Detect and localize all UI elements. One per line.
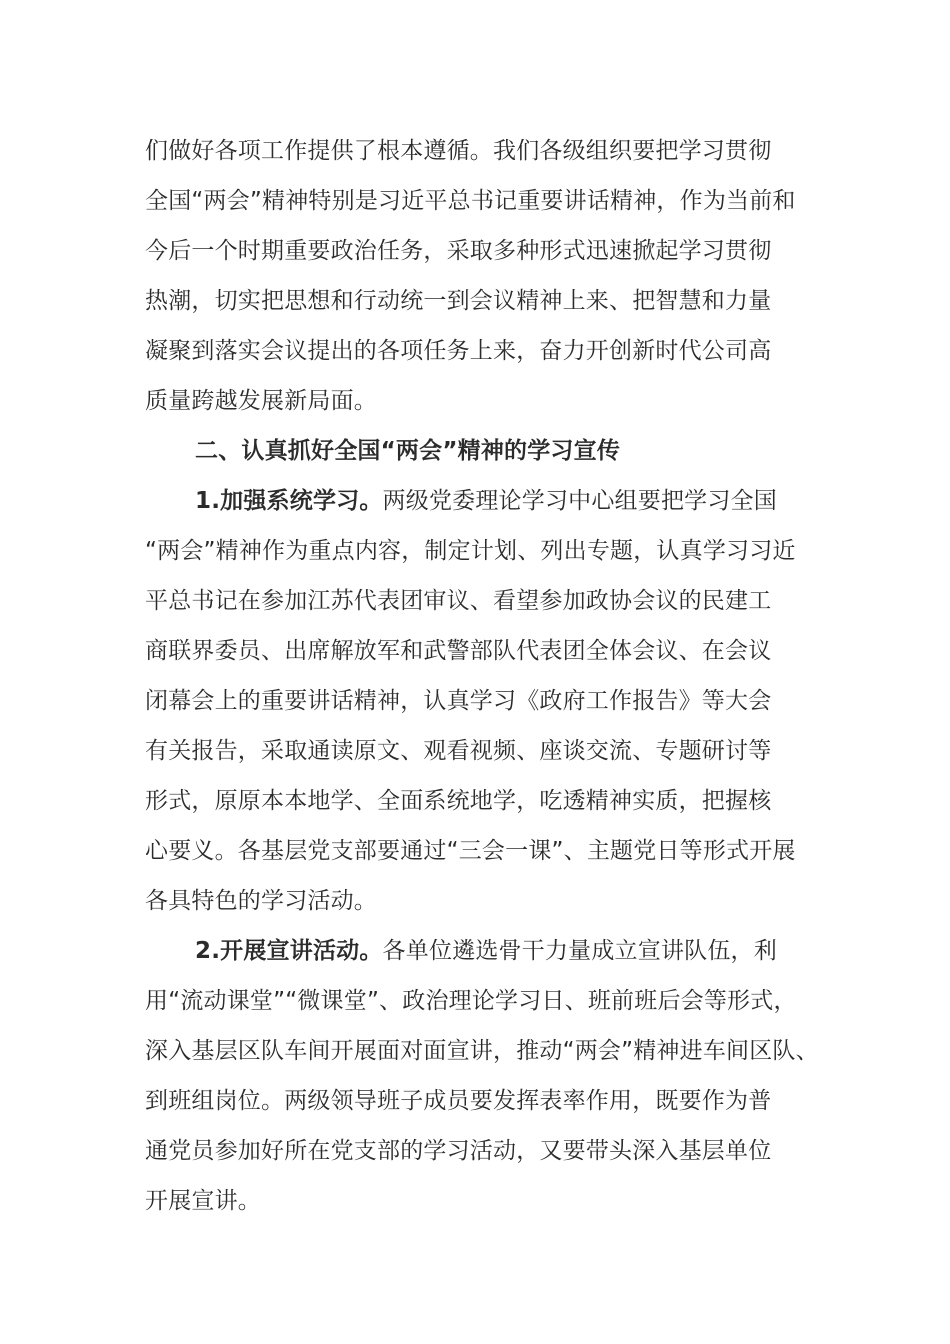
text-line: 用“流动课堂”“微课堂”、政治理论学习日、班前班后会等形式，	[145, 988, 797, 1014]
text-line: 深入基层区队车间开展面对面宣讲，推动“两会”精神进车间区队、	[145, 1038, 819, 1064]
text-line: 心要义。各基层党支部要通过“三会一课”、主题党日等形式开展	[145, 838, 796, 864]
text-line: 们做好各项工作提供了根本遵循。我们各级组织要把学习贯彻	[145, 138, 772, 164]
section-heading: 二、认真抓好全国“两会”精神的学习宣传	[195, 438, 621, 464]
text-line: 有关报告，采取通读原文、观看视频、座谈交流、专题研讨等	[145, 738, 772, 764]
text-line	[145, 476, 825, 526]
text-line: “两会”精神作为重点内容，制定计划、列出专题，认真学习习近	[145, 538, 796, 564]
text-line: 今后一个时期重要政治任务，采取多种形式迅速掀起学习贯彻	[145, 238, 772, 264]
text-line: 凝聚到落实会议提出的各项任务上来，奋力开创新时代公司高	[145, 338, 772, 364]
text-line	[145, 926, 825, 976]
text-line: 开展宣讲。	[145, 1188, 261, 1214]
item-title: 1.加强系统学习。	[195, 488, 383, 514]
item-text: 两级党委理论学习中心组要把学习全国	[382, 488, 777, 514]
text-line: 到班组岗位。两级领导班子成员要发挥表率作用，既要作为普	[145, 1088, 772, 1114]
paragraph-item-2	[145, 926, 825, 1226]
text-line: 形式，原原本本地学、全面系统地学，吃透精神实质，把握核	[145, 788, 772, 814]
paragraph-intro	[145, 126, 825, 426]
paragraph-item-1	[145, 476, 825, 926]
item-title: 2.开展宣讲活动。	[195, 938, 383, 964]
text-line: 平总书记在参加江苏代表团审议、看望参加政协会议的民建工	[145, 588, 772, 614]
text-line: 通党员参加好所在党支部的学习活动，又要带头深入基层单位	[145, 1138, 772, 1164]
text-line: 商联界委员、出席解放军和武警部队代表团全体会议、在会议	[145, 638, 772, 664]
text-line: 各具特色的学习活动。	[145, 888, 377, 914]
text-line: 全国“两会”精神特别是习近平总书记重要讲话精神，作为当前和	[145, 188, 796, 214]
text-line: 热潮，切实把思想和行动统一到会议精神上来、把智慧和力量	[145, 288, 772, 314]
text-line: 闭幕会上的重要讲话精神，认真学习《政府工作报告》等大会	[145, 688, 772, 714]
text-line: 质量跨越发展新局面。	[145, 388, 377, 414]
item-text: 各单位遴选骨干力量成立宣讲队伍，利	[382, 938, 777, 964]
document-body	[145, 126, 825, 1226]
